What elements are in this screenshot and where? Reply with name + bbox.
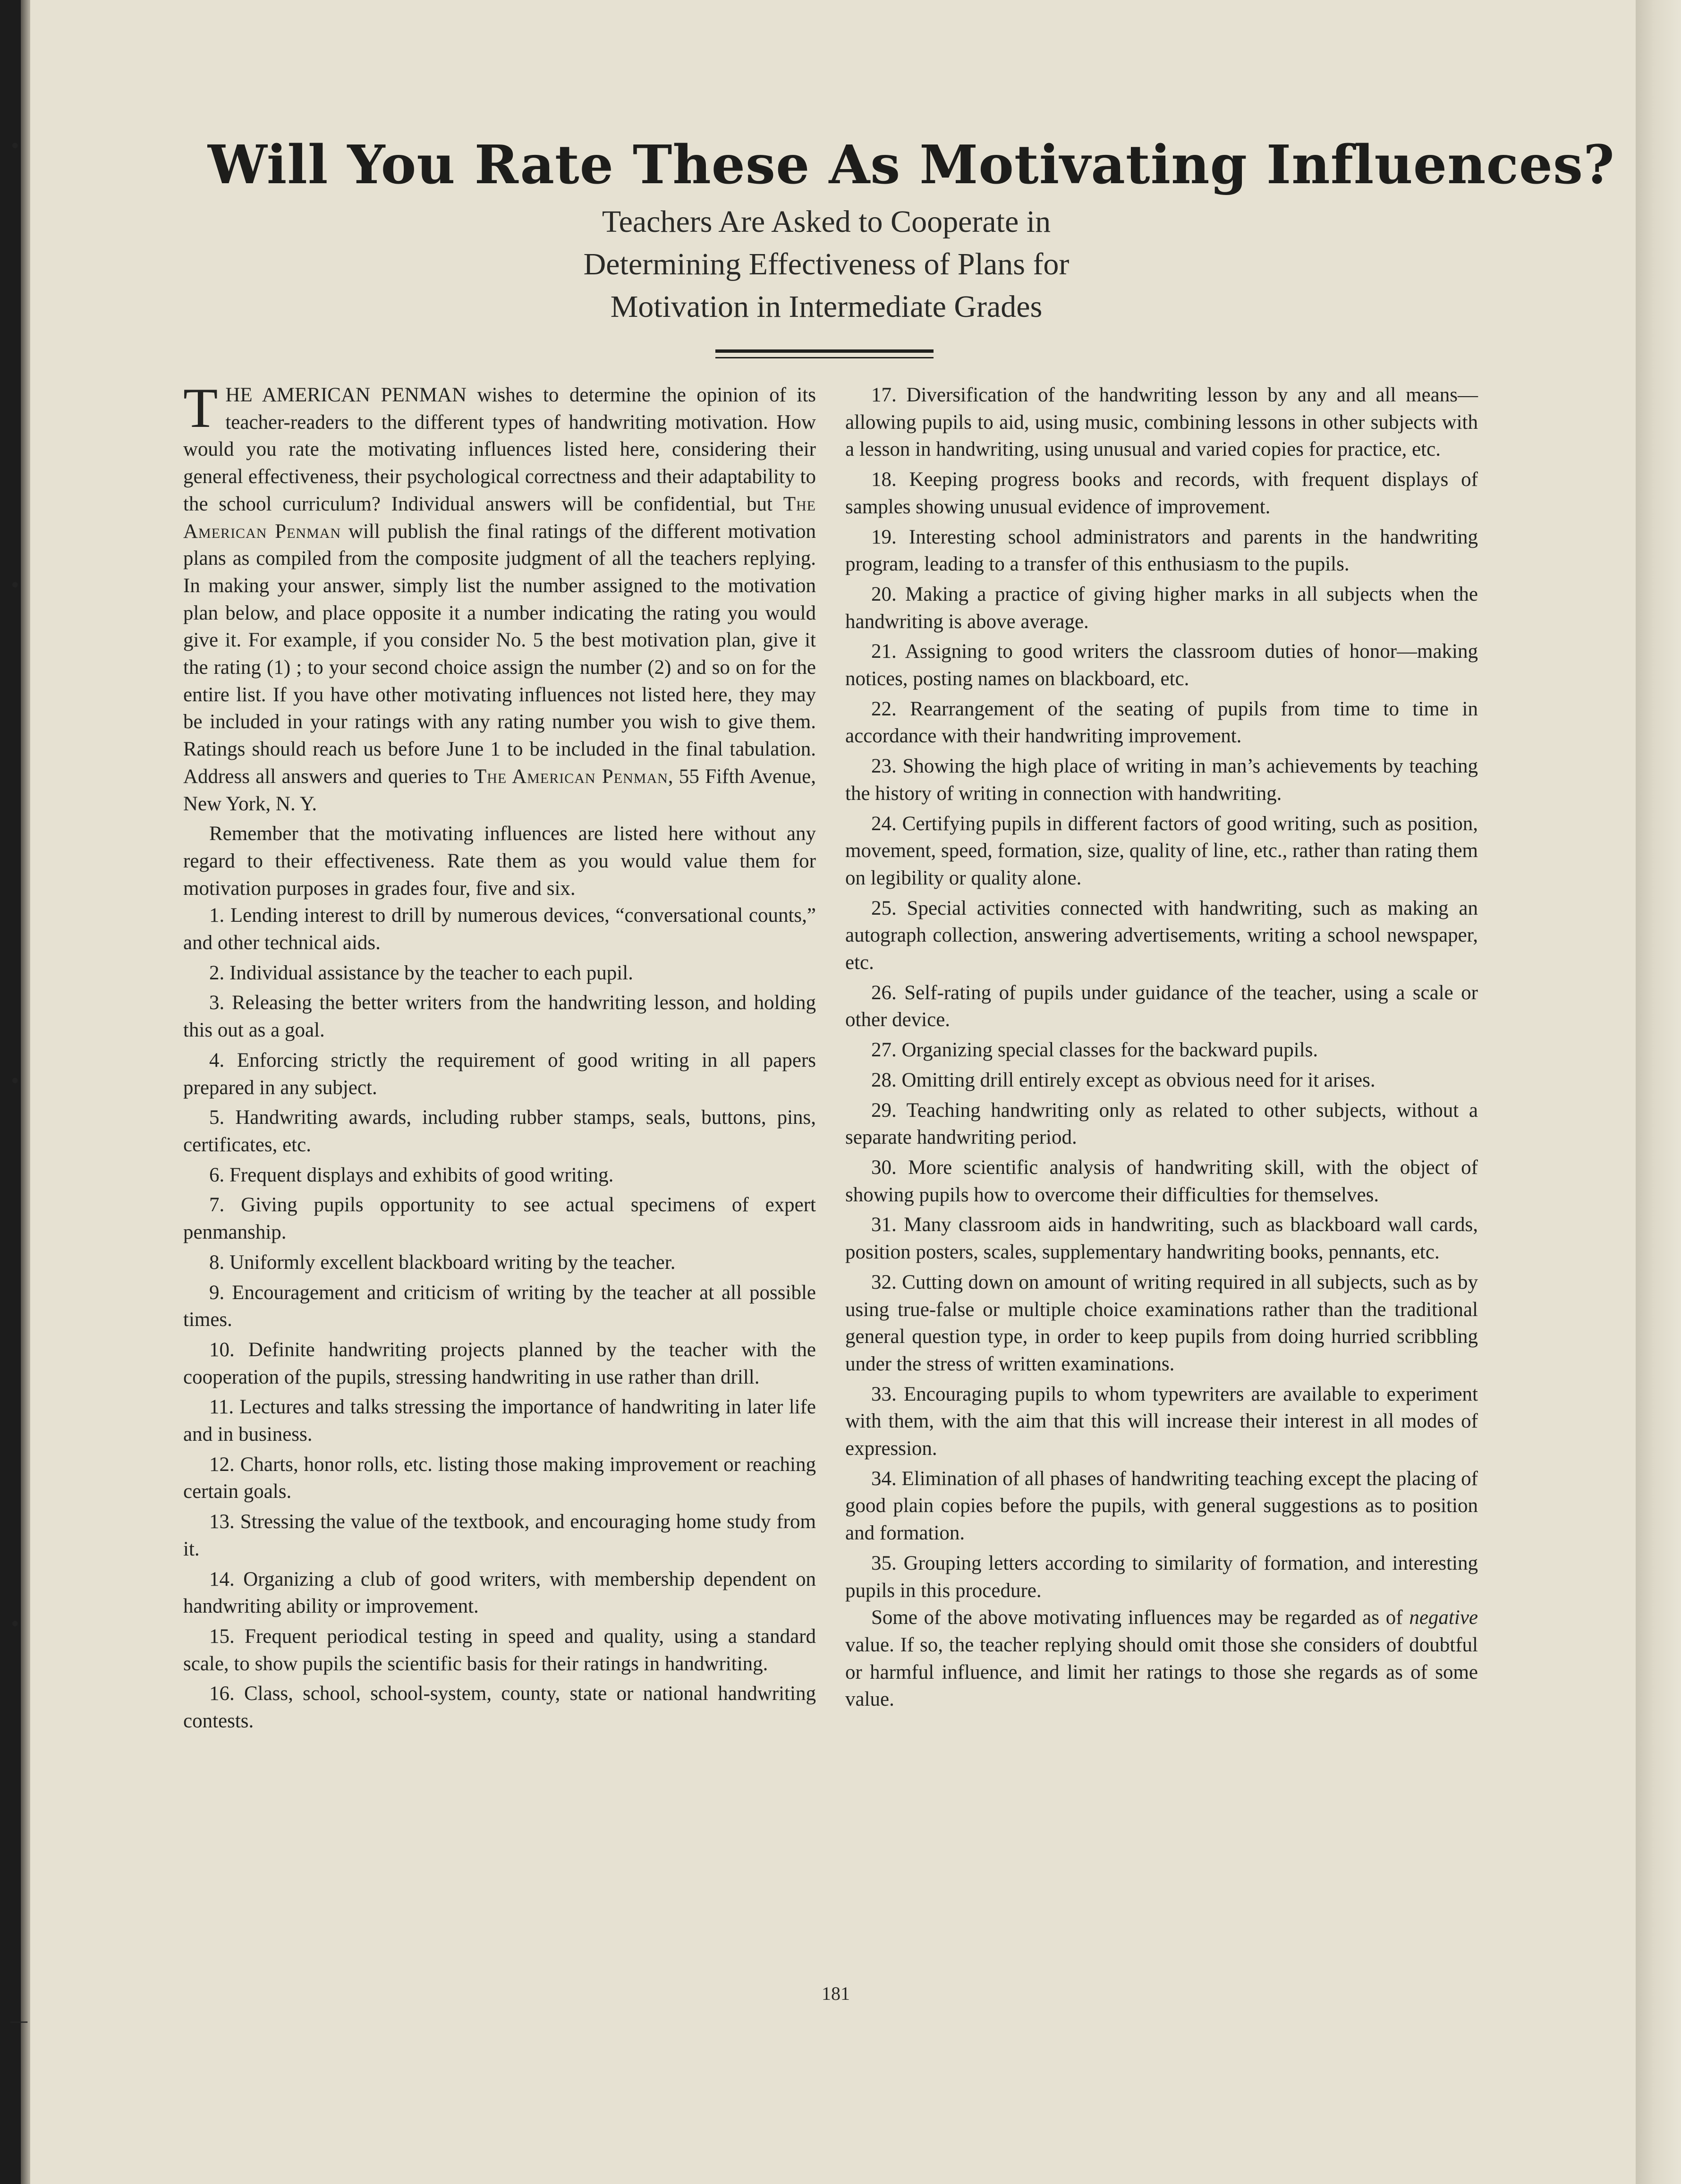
subtitle-line: Determining Effectiveness of Plans for <box>583 247 1070 281</box>
margin-mark: • <box>9 1614 21 1635</box>
list-item: 7. Giving pupils opportunity to see actual specimens of expert penmanship. <box>183 1194 816 1244</box>
closing-paragraph <box>845 1604 1478 1713</box>
list-item: 26. Self-rating of pupils under guidance of the teacher, using a scale or other device. <box>845 981 1478 1031</box>
list-item: 5. Handwriting awards, including rubber stamps, seals, buttons, pins, certificates, etc. <box>183 1106 816 1156</box>
margin-mark: — <box>9 2010 28 2032</box>
list-item: 13. Stressing the value of the textbook, and encouraging home study from it. <box>183 1511 816 1560</box>
intro-lead: HE AMERICAN PENMAN wishes to determine the opinion of its teacher-readers to the different types of handwriting motivation. How would you rate the motivating influences listed here, considering their general effectiveness, their psychological correctness and their adaptability to the school curriculum? Individual answers will be confidential, but <box>183 384 816 515</box>
closing-text: value. If so, the teacher replying should omit those she considers of doubtful or harmful influence, and limit her ratings to those she regards as of some value. <box>845 1633 1478 1711</box>
list-item: 33. Encouraging pupils to whom typewriters are available to experiment with them, with the aim that this will increase their interest in all modes of expression. <box>845 1383 1478 1460</box>
list-item: 15. Frequent periodical testing in speed and quality, using a standard scale, to show pupils the scientific basis for their ratings in handwriting. <box>183 1625 816 1675</box>
list-item: 19. Interesting school administrators and parents in the handwriting program, leading to a transfer of this enthusiasm to the pupils. <box>845 526 1478 576</box>
margin-mark: • <box>9 1071 21 1092</box>
list-item: 23. Showing the high place of writing in man’s achievements by teaching the history of writing in connection with handwriting. <box>845 755 1478 805</box>
title-rule-thin <box>715 357 934 358</box>
list-item: 16. Class, school, school-system, county, state or national handwriting contests. <box>183 1683 816 1733</box>
list-item: 14. Organizing a club of good writers, with membership dependent on handwriting ability or improvement. <box>183 1568 816 1618</box>
list-item: 4. Enforcing strictly the requirement of good writing in all papers prepared in any subject. <box>183 1049 816 1099</box>
list-item: 28. Omitting drill entirely except as obvious need for it arises. <box>871 1069 1375 1091</box>
list-item: 34. Elimination of all phases of handwriting teaching except the placing of good plain copies before the pupils, with general suggestions as to position and formation. <box>845 1467 1478 1545</box>
list-item: 9. Encouragement and criticism of writing by the teacher at all possible times. <box>183 1281 816 1331</box>
page-edge <box>1636 0 1681 2184</box>
left-column <box>183 376 816 1735</box>
list-item: 18. Keeping progress books and records, with frequent displays of samples showing unusual evidence of improvement. <box>845 468 1478 518</box>
drop-cap: T <box>183 376 218 439</box>
list-item: 35. Grouping letters according to similarity of formation, and interesting pupils in this procedure. <box>845 1552 1478 1602</box>
closing-text: Some of the above motivating influences may be regarded as of <box>871 1606 1403 1629</box>
subtitle-line: Teachers Are Asked to Cooperate in <box>602 204 1051 239</box>
list-item: 31. Many classroom aids in handwriting, such as blackboard wall cards, position posters, scales, supplementary handwriting books, pennants, etc. <box>845 1214 1478 1264</box>
journal-name: The American Penman <box>183 493 816 543</box>
intro-address: , 55 Fifth Avenue, New York, N. Y. <box>183 765 816 815</box>
emphasis-negative: negative <box>1409 1606 1478 1629</box>
intro-body: will publish the final ratings of the different motivation plans as compiled from the composite judgment of all the teachers replying. In making your answer, simply list the number assigned to the motivation plan below, and place opposite it a number indicating the rating you would give it. For example, if you consider No. 5 the best motivation plan, give it the rating (1) ; to your second choice assign the number (2) and so on for the entire list. If you have other motivating influences not listed here, they may be included in your ratings with any rating number you wish to give them. Ratings should reach us before June 1 to be included in the final tabulation. Address all answers and queries to <box>183 520 816 788</box>
list-item: 17. Diversification of the handwriting lesson by any and all means—allowing pupils to aid, using music, combining lessons in other subjects with a lesson in handwriting, using unusual and varied copies for practice, etc. <box>845 384 1478 461</box>
article-subtitle <box>472 201 1180 328</box>
margin-mark: • <box>9 136 21 157</box>
list-item: 2. Individual assistance by the teacher to each pupil. <box>209 961 633 984</box>
remember-paragraph: Remember that the motivating influences are listed here without any regard to their effectiveness. Rate them as you would value them for motivation purposes in grades four, five and six. <box>183 823 816 900</box>
page-number: 181 <box>822 1983 850 2004</box>
list-item: 29. Teaching handwriting only as related to other subjects, without a separate handwriting period. <box>845 1099 1478 1149</box>
journal-name: The American Penman <box>474 765 668 788</box>
list-item: 22. Rearrangement of the seating of pupils from time to time in accordance with their handwriting improvement. <box>845 697 1478 748</box>
list-item: 12. Charts, honor rolls, etc. listing those making improvement or reaching certain goals. <box>183 1453 816 1503</box>
list-item: 20. Making a practice of giving higher marks in all subjects when the handwriting is above average. <box>845 583 1478 633</box>
title-rule <box>715 349 934 353</box>
list-item: 32. Cutting down on amount of writing required in all subjects, such as by using true-false or multiple choice examinations rather than the traditional general question type, in order to keep pupils from doing hurried scribbling under the stress of written examinations. <box>845 1271 1478 1375</box>
article-title: Will You Rate These As Motivating Influences? <box>208 134 1615 196</box>
subtitle-line: Motivation in Intermediate Grades <box>610 289 1043 324</box>
list-item: 8. Uniformly excellent blackboard writing by the teacher. <box>209 1251 676 1274</box>
list-item: 24. Certifying pupils in different factors of good writing, such as position, movement, speed, formation, size, quality of line, etc., rather than rating them on legibility or quality alone. <box>845 812 1478 889</box>
right-item-list <box>845 382 1478 1604</box>
list-item: 1. Lending interest to drill by numerous devices, “conversational counts,” and other technical aids. <box>183 904 816 954</box>
left-item-list <box>183 902 816 1734</box>
list-item: 25. Special activities connected with handwriting, such as making an autograph collection, answering advertisements, writing a school newspaper, etc. <box>845 897 1478 974</box>
right-column <box>845 382 1478 1713</box>
list-item: 10. Definite handwriting projects planned by the teacher with the cooperation of the pupils, stressing handwriting in use rather than drill. <box>183 1338 816 1388</box>
list-item: 11. Lectures and talks stressing the importance of handwriting in later life and in business. <box>183 1396 816 1446</box>
binding-shadow <box>21 0 30 2184</box>
list-item: 3. Releasing the better writers from the handwriting lesson, and holding this out as a goal. <box>183 992 816 1042</box>
list-item: 30. More scientific analysis of handwriting skill, with the object of showing pupils how to overcome their difficulties for themselves. <box>845 1156 1478 1206</box>
list-item: 21. Assigning to good writers the classroom duties of honor—making notices, posting names on blackboard, etc. <box>845 640 1478 690</box>
margin-mark: • <box>9 575 21 596</box>
list-item: 27. Organizing special classes for the backward pupils. <box>871 1039 1318 1062</box>
intro-paragraph <box>183 376 816 817</box>
list-item: 6. Frequent displays and exhibits of good writing. <box>209 1164 614 1186</box>
